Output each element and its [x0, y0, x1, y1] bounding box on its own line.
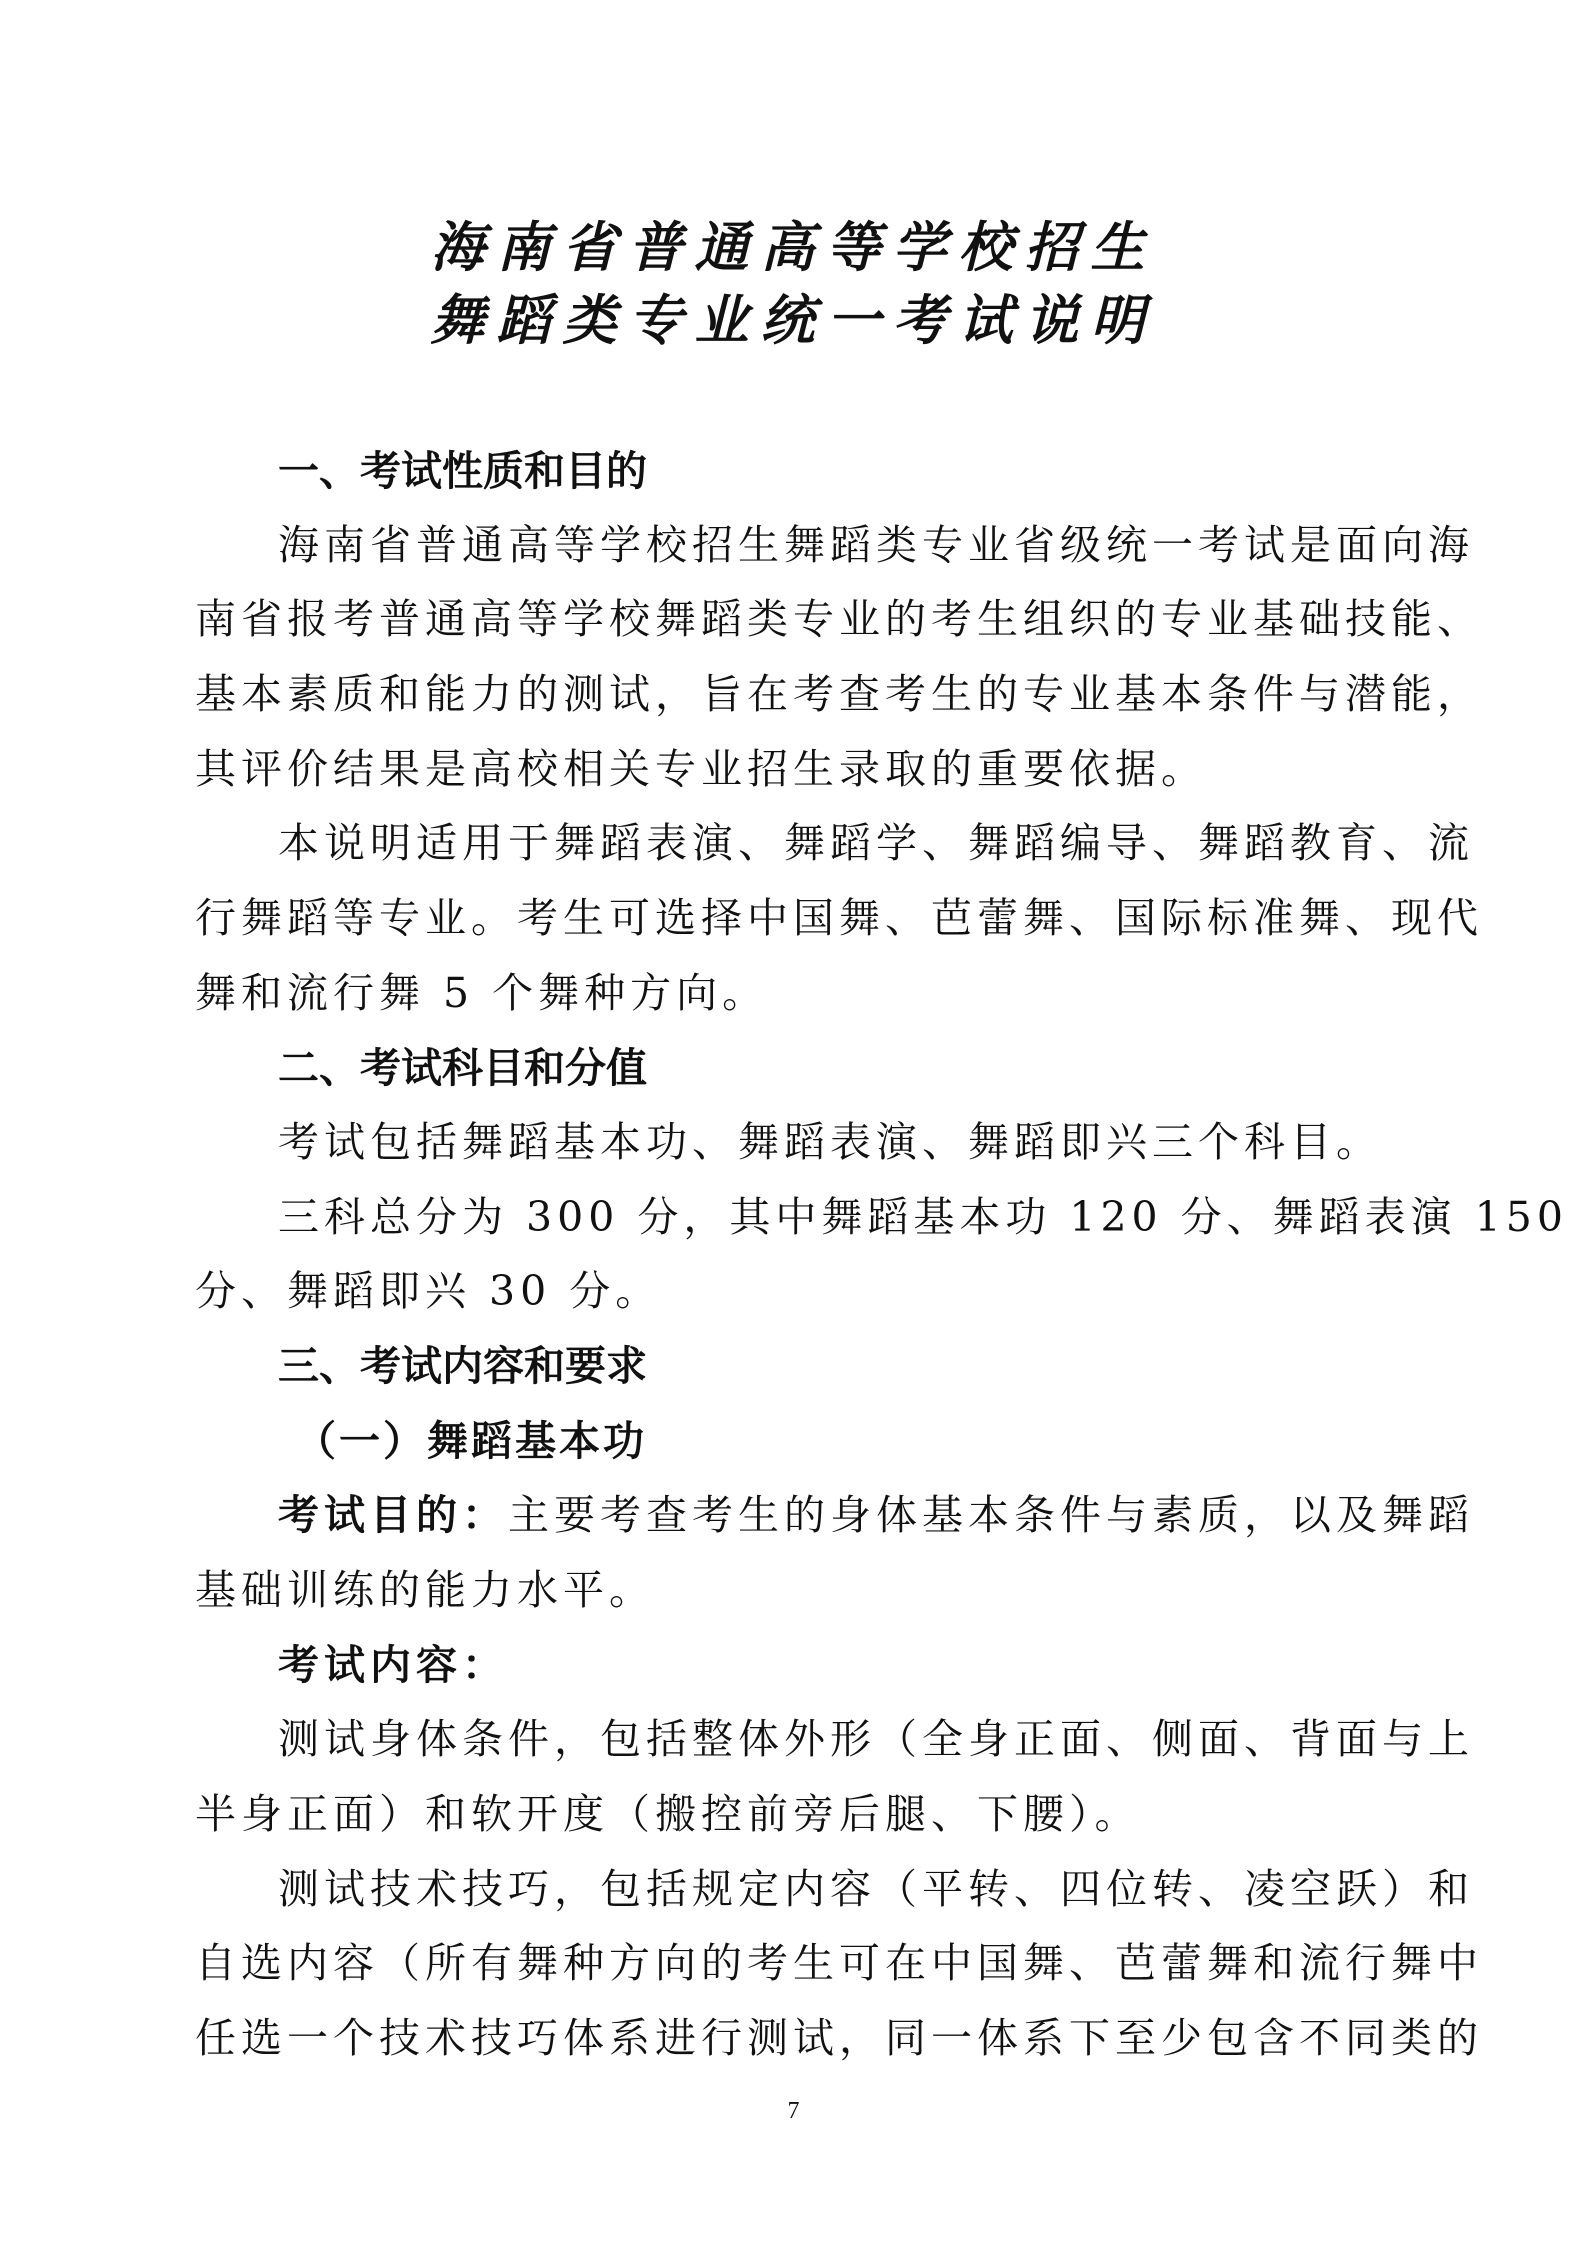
paragraph-line: 本说明适用于舞蹈表演、舞蹈学、舞蹈编导、舞蹈教育、流: [278, 819, 1474, 867]
purpose-label: 考试目的：: [278, 1491, 508, 1539]
paragraph-line: 海南省普通高等学校招生舞蹈类专业省级统一考试是面向海: [278, 521, 1474, 569]
paragraph-line: 三科总分为 300 分，其中舞蹈基本功 120 分、舞蹈表演 150: [278, 1193, 1568, 1241]
subsection-heading: （一）舞蹈基本功: [295, 1417, 647, 1465]
document-title-line-2: 舞蹈类专业统一考试说明: [430, 288, 1157, 352]
section-1-heading: 一、考试性质和目的: [278, 447, 647, 495]
paragraph-line: [278, 1482, 1474, 1541]
paragraph-line: 测试技术技巧，包括规定内容（平转、四位转、凌空跃）和: [278, 1865, 1474, 1913]
paragraph-line: 基本素质和能力的测试，旨在考查考生的专业基本条件与潜能，: [195, 670, 1483, 718]
paragraph-line: 分、舞蹈即兴 30 分。: [195, 1267, 662, 1315]
paragraph-line: 考试包括舞蹈基本功、舞蹈表演、舞蹈即兴三个科目。: [278, 1118, 1382, 1166]
paragraph-line: 其评价结果是高校相关专业招生录取的重要依据。: [195, 745, 1207, 793]
page-number: 7: [787, 2098, 800, 2124]
paragraph-line: 半身正面）和软开度（搬控前旁后腿、下腰）。: [195, 1790, 1141, 1838]
content-label-text: 考试内容：: [278, 1641, 508, 1689]
purpose-text: 主要考查考生的身体基本条件与素质，以及舞蹈: [508, 1491, 1474, 1539]
paragraph-line: 自选内容（所有舞种方向的考生可在中国舞、芭蕾舞和流行舞中: [195, 1939, 1483, 1987]
paragraph-line: 南省报考普通高等学校舞蹈类专业的考生组织的专业基础技能、: [195, 595, 1483, 643]
content-label: [278, 1632, 508, 1691]
paragraph-line: 测试身体条件，包括整体外形（全身正面、侧面、背面与上: [278, 1715, 1474, 1763]
document-title-line-1: 海南省普通高等学校招生: [430, 215, 1157, 279]
section-3-heading: 三、考试内容和要求: [278, 1342, 647, 1390]
paragraph-line: 行舞蹈等专业。考生可选择中国舞、芭蕾舞、国际标准舞、现代: [195, 894, 1483, 942]
paragraph-line: 任选一个技术技巧体系进行测试，同一体系下至少包含不同类的: [195, 2014, 1483, 2062]
paragraph-line: 舞和流行舞 5 个舞种方向。: [195, 969, 769, 1017]
section-2-heading: 二、考试科目和分值: [278, 1044, 647, 1092]
paragraph-line: 基础训练的能力水平。: [195, 1566, 655, 1614]
